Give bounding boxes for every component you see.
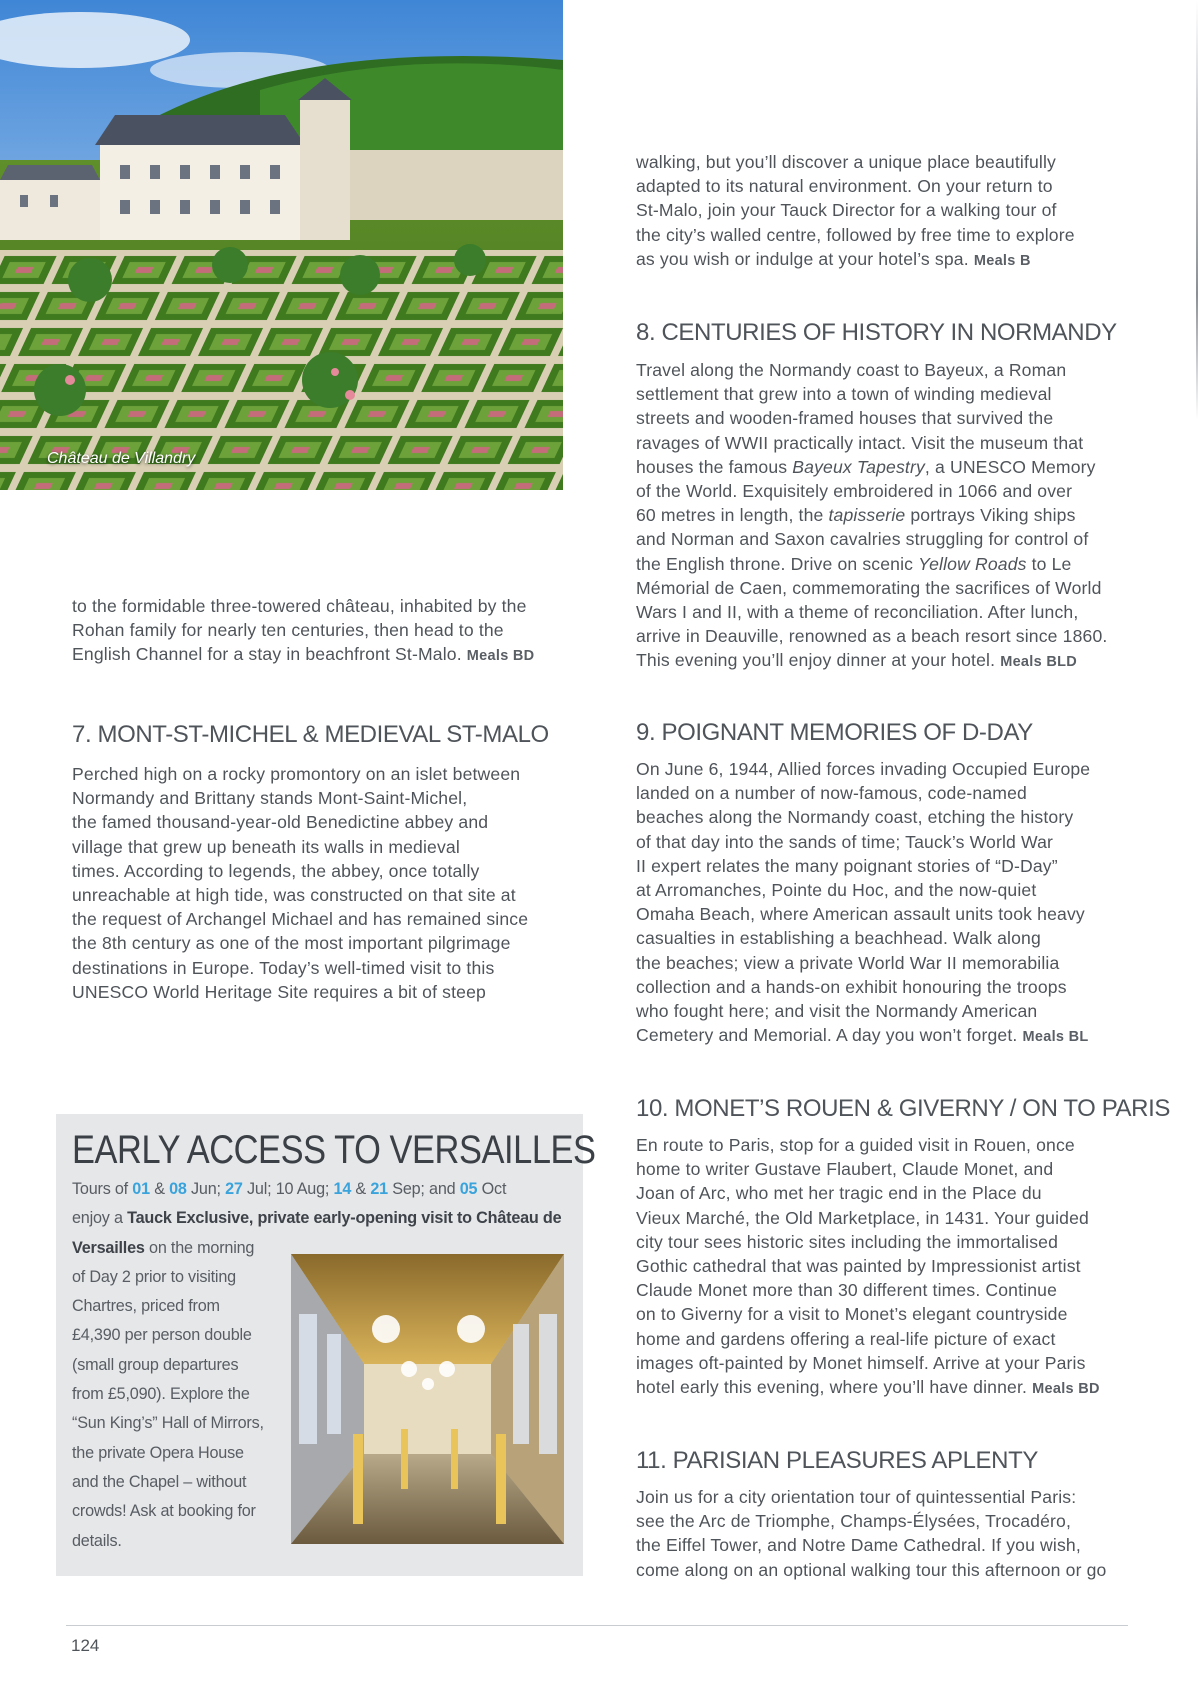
text-line: the 8th century as one of the most important pilgrimage [72, 933, 511, 954]
exclusive-highlight: Tauck Exclusive, private early-opening visit to Château de [127, 1209, 562, 1228]
italic-title: tapisserie [828, 505, 906, 526]
text-line: who fought here; and visit the Normandy American [636, 1001, 1038, 1022]
text-line: collection and a hands-on exhibit honouring the troops [636, 976, 1067, 997]
text-line: Tours of 01 & 08 Jun; 27 Jul; 10 Aug; 14 & 21 Sep; and 05 Oct [72, 1180, 507, 1198]
text-line: the beaches; view a private World War II memorabilia [636, 952, 1060, 973]
text-line: adapted to its natural environment. On your return to [636, 176, 1053, 197]
text-line: Perched high on a rocky promontory on an islet between [72, 764, 521, 784]
text-line: and Norman and Saxon cavalries struggling for control of [636, 529, 1089, 550]
meals-label: Meals BLD [1000, 654, 1078, 671]
day9-body [636, 757, 1156, 1049]
text-line: home to writer Gustave Flaubert, Claude Monet, and [636, 1159, 1054, 1180]
italic-title: Bayeux Tapestry [792, 456, 925, 477]
text-line: Vieux Marché, the Old Marketplace, in 1431. Your guided [636, 1207, 1089, 1228]
text-line: of Day 2 prior to visiting [72, 1267, 236, 1286]
date-highlight: 05 [459, 1180, 478, 1198]
text-line: the city’s walled centre, followed by free time to explore [636, 224, 1075, 245]
text-line: destinations in Europe. Today’s well-timed visit to this [72, 957, 495, 978]
meals-label: Meals BD [466, 648, 535, 665]
meals-label: Meals B [973, 252, 1031, 269]
meals-label: Meals BD [1032, 1381, 1100, 1398]
text-line: the request of Archangel Michael and has remained since [72, 909, 529, 930]
text-line: (small group departures [72, 1355, 239, 1374]
hall-of-mirrors-photo [291, 1254, 564, 1544]
text-line: Normandy and Brittany stands Mont-Saint-Michel, [72, 788, 468, 809]
text-line: On June 6, 1944, Allied forces invading Occupied Europe [636, 759, 1091, 779]
text-line: the famed thousand-year-old Benedictine abbey and [72, 812, 489, 833]
text-line: 60 metres in length, the tapisserie portrays Viking ships [636, 505, 1076, 526]
text-line: ravages of WWII practically intact. Visit the museum that [636, 432, 1084, 453]
text-line: landed on a number of now-famous, code-named [636, 783, 1027, 804]
text-line: on to Giverny for a visit to Monet’s elegant countryside [636, 1304, 1068, 1325]
day7-body [72, 762, 582, 1004]
day11-body [636, 1485, 1156, 1582]
versailles-title: EARLY ACCESS TO VERSAILLES [72, 1128, 596, 1172]
text-line: St-Malo, join your Tauck Director for a walking tour of [636, 200, 1057, 221]
text-line: Joan of Arc, who met her tragic end in the Place du [636, 1183, 1042, 1204]
text-line: images oft-painted by Monet himself. Arrive at your Paris [636, 1352, 1086, 1373]
text-line: hotel early this evening, where you’ll have dinner. Meals BD [636, 1377, 1100, 1398]
day10-heading: 10. MONET’S ROUEN & GIVERNY / ON TO PARIS [636, 1095, 1170, 1122]
text-line: This evening you’ll enjoy dinner at your hotel. Meals BLD [636, 650, 1078, 671]
text-line: at Arromanches, Pointe du Hoc, and the now-quiet [636, 880, 1037, 901]
date-highlight: 01 [132, 1180, 150, 1198]
text-line: come along on an optional walking tour this afternoon or go [636, 1559, 1107, 1580]
day8-body [636, 358, 1156, 675]
footer-rule [66, 1625, 1128, 1626]
chateau-photo [0, 0, 563, 490]
text-line: English Channel for a stay in beachfront St-Malo. Meals BD [72, 644, 535, 665]
text-line: streets and wooden-framed houses that survived the [636, 408, 1054, 429]
text-line: details. [72, 1531, 122, 1550]
edge-line [1196, 0, 1198, 420]
text-line: of the World. Exquisitely embroidered in 1066 and over [636, 481, 1073, 502]
text-line: £4,390 per person double [72, 1326, 252, 1345]
text-line: Versailles on the morning [72, 1238, 255, 1257]
text-line: to the formidable three-towered château, inhabited by the [72, 596, 527, 616]
text-line: Travel along the Normandy coast to Bayeux, a Roman [636, 360, 1067, 380]
text-line: the private Opera House [72, 1443, 244, 1462]
text-line: walking, but you’ll discover a unique place beautifully [636, 152, 1056, 172]
text-line: beaches along the Normandy coast, etching the history [636, 807, 1074, 828]
date-highlight: 08 [169, 1180, 187, 1198]
text-line: II expert relates the many poignant stories of “D-Day” [636, 855, 1058, 876]
day9-heading: 9. POIGNANT MEMORIES OF D-DAY [636, 719, 1033, 746]
text-line: arrive in Deauville, renowned as a beach resort since 1860. [636, 626, 1108, 647]
day8-heading: 8. CENTURIES OF HISTORY IN NORMANDY [636, 319, 1117, 346]
text-line: settlement that grew into a town of winding medieval [636, 384, 1052, 405]
page-number: 124 [71, 1636, 100, 1655]
left-continuation [72, 594, 572, 669]
text-line: “Sun King’s” Hall of Mirrors, [72, 1414, 264, 1433]
text-line: the English throne. Drive on scenic Yellow Roads to Le [636, 553, 1072, 574]
text-line: Gothic cathedral that was painted by Impressionist artist [636, 1256, 1081, 1277]
text-line: and the Chapel – without [72, 1472, 247, 1491]
text-line: city tour sees historic sites including the immortalised [636, 1231, 1059, 1252]
text-line: of that day into the sands of time; Tauck’s World War [636, 831, 1054, 852]
text-line: see the Arc de Triomphe, Champs-Élysées, Trocadéro, [636, 1511, 1071, 1532]
text-line: houses the famous Bayeux Tapestry, a UNESCO Memory [636, 456, 1096, 477]
text-line: Cemetery and Memorial. A day you won’t forget. Meals BL [636, 1025, 1089, 1046]
day11-heading: 11. PARISIAN PLEASURES APLENTY [636, 1447, 1038, 1474]
italic-title: Yellow Roads [918, 553, 1027, 574]
right-continuation [636, 150, 1156, 273]
text-line: Omaha Beach, where American assault units took heavy [636, 904, 1085, 925]
text-line: UNESCO World Heritage Site requires a bit of steep [72, 981, 486, 1002]
text-line: Mémorial de Caen, commemorating the sacrifices of World [636, 577, 1102, 598]
meals-label: Meals BL [1022, 1029, 1089, 1046]
date-highlight: 21 [370, 1180, 388, 1198]
text-line: Join us for a city orientation tour of quintessential Paris: [636, 1487, 1077, 1507]
text-line: Rohan family for nearly ten centuries, then head to the [72, 620, 504, 641]
date-highlight: 14 [333, 1180, 352, 1198]
text-line: Chartres, priced from [72, 1297, 220, 1316]
text-line: enjoy a Tauck Exclusive, private early-opening visit to Château de [72, 1209, 562, 1228]
text-line: from £5,090). Explore the [72, 1385, 250, 1404]
text-line: crowds! Ask at booking for [72, 1502, 256, 1521]
text-line: the Eiffel Tower, and Notre Dame Cathedral. If you wish, [636, 1535, 1081, 1556]
text-line: home and gardens offering a real-life picture of exact [636, 1328, 1056, 1349]
text-line: En route to Paris, stop for a guided visit in Rouen, once [636, 1135, 1075, 1155]
text-line: village that grew up beneath its walls in medieval [72, 836, 460, 857]
text-line: unreachable at high tide, was constructed on that site at [72, 885, 516, 906]
text-line: as you wish or indulge at your hotel’s spa. Meals B [636, 248, 1031, 269]
text-line: Claude Monet more than 30 different times. Continue [636, 1280, 1058, 1301]
text-line: casualties in establishing a beachhead. Walk along [636, 928, 1041, 949]
day10-body [636, 1133, 1156, 1401]
text-line: times. According to legends, the abbey, once totally [72, 860, 480, 881]
versailles-word: Versailles [72, 1238, 145, 1257]
date-highlight: 27 [225, 1180, 243, 1198]
photo-caption: Château de Villandry [47, 450, 196, 467]
text-line: Wars I and II, with a theme of reconciliation. After lunch, [636, 602, 1079, 623]
day7-heading: 7. MONT-ST-MICHEL & MEDIEVAL ST-MALO [72, 721, 549, 748]
